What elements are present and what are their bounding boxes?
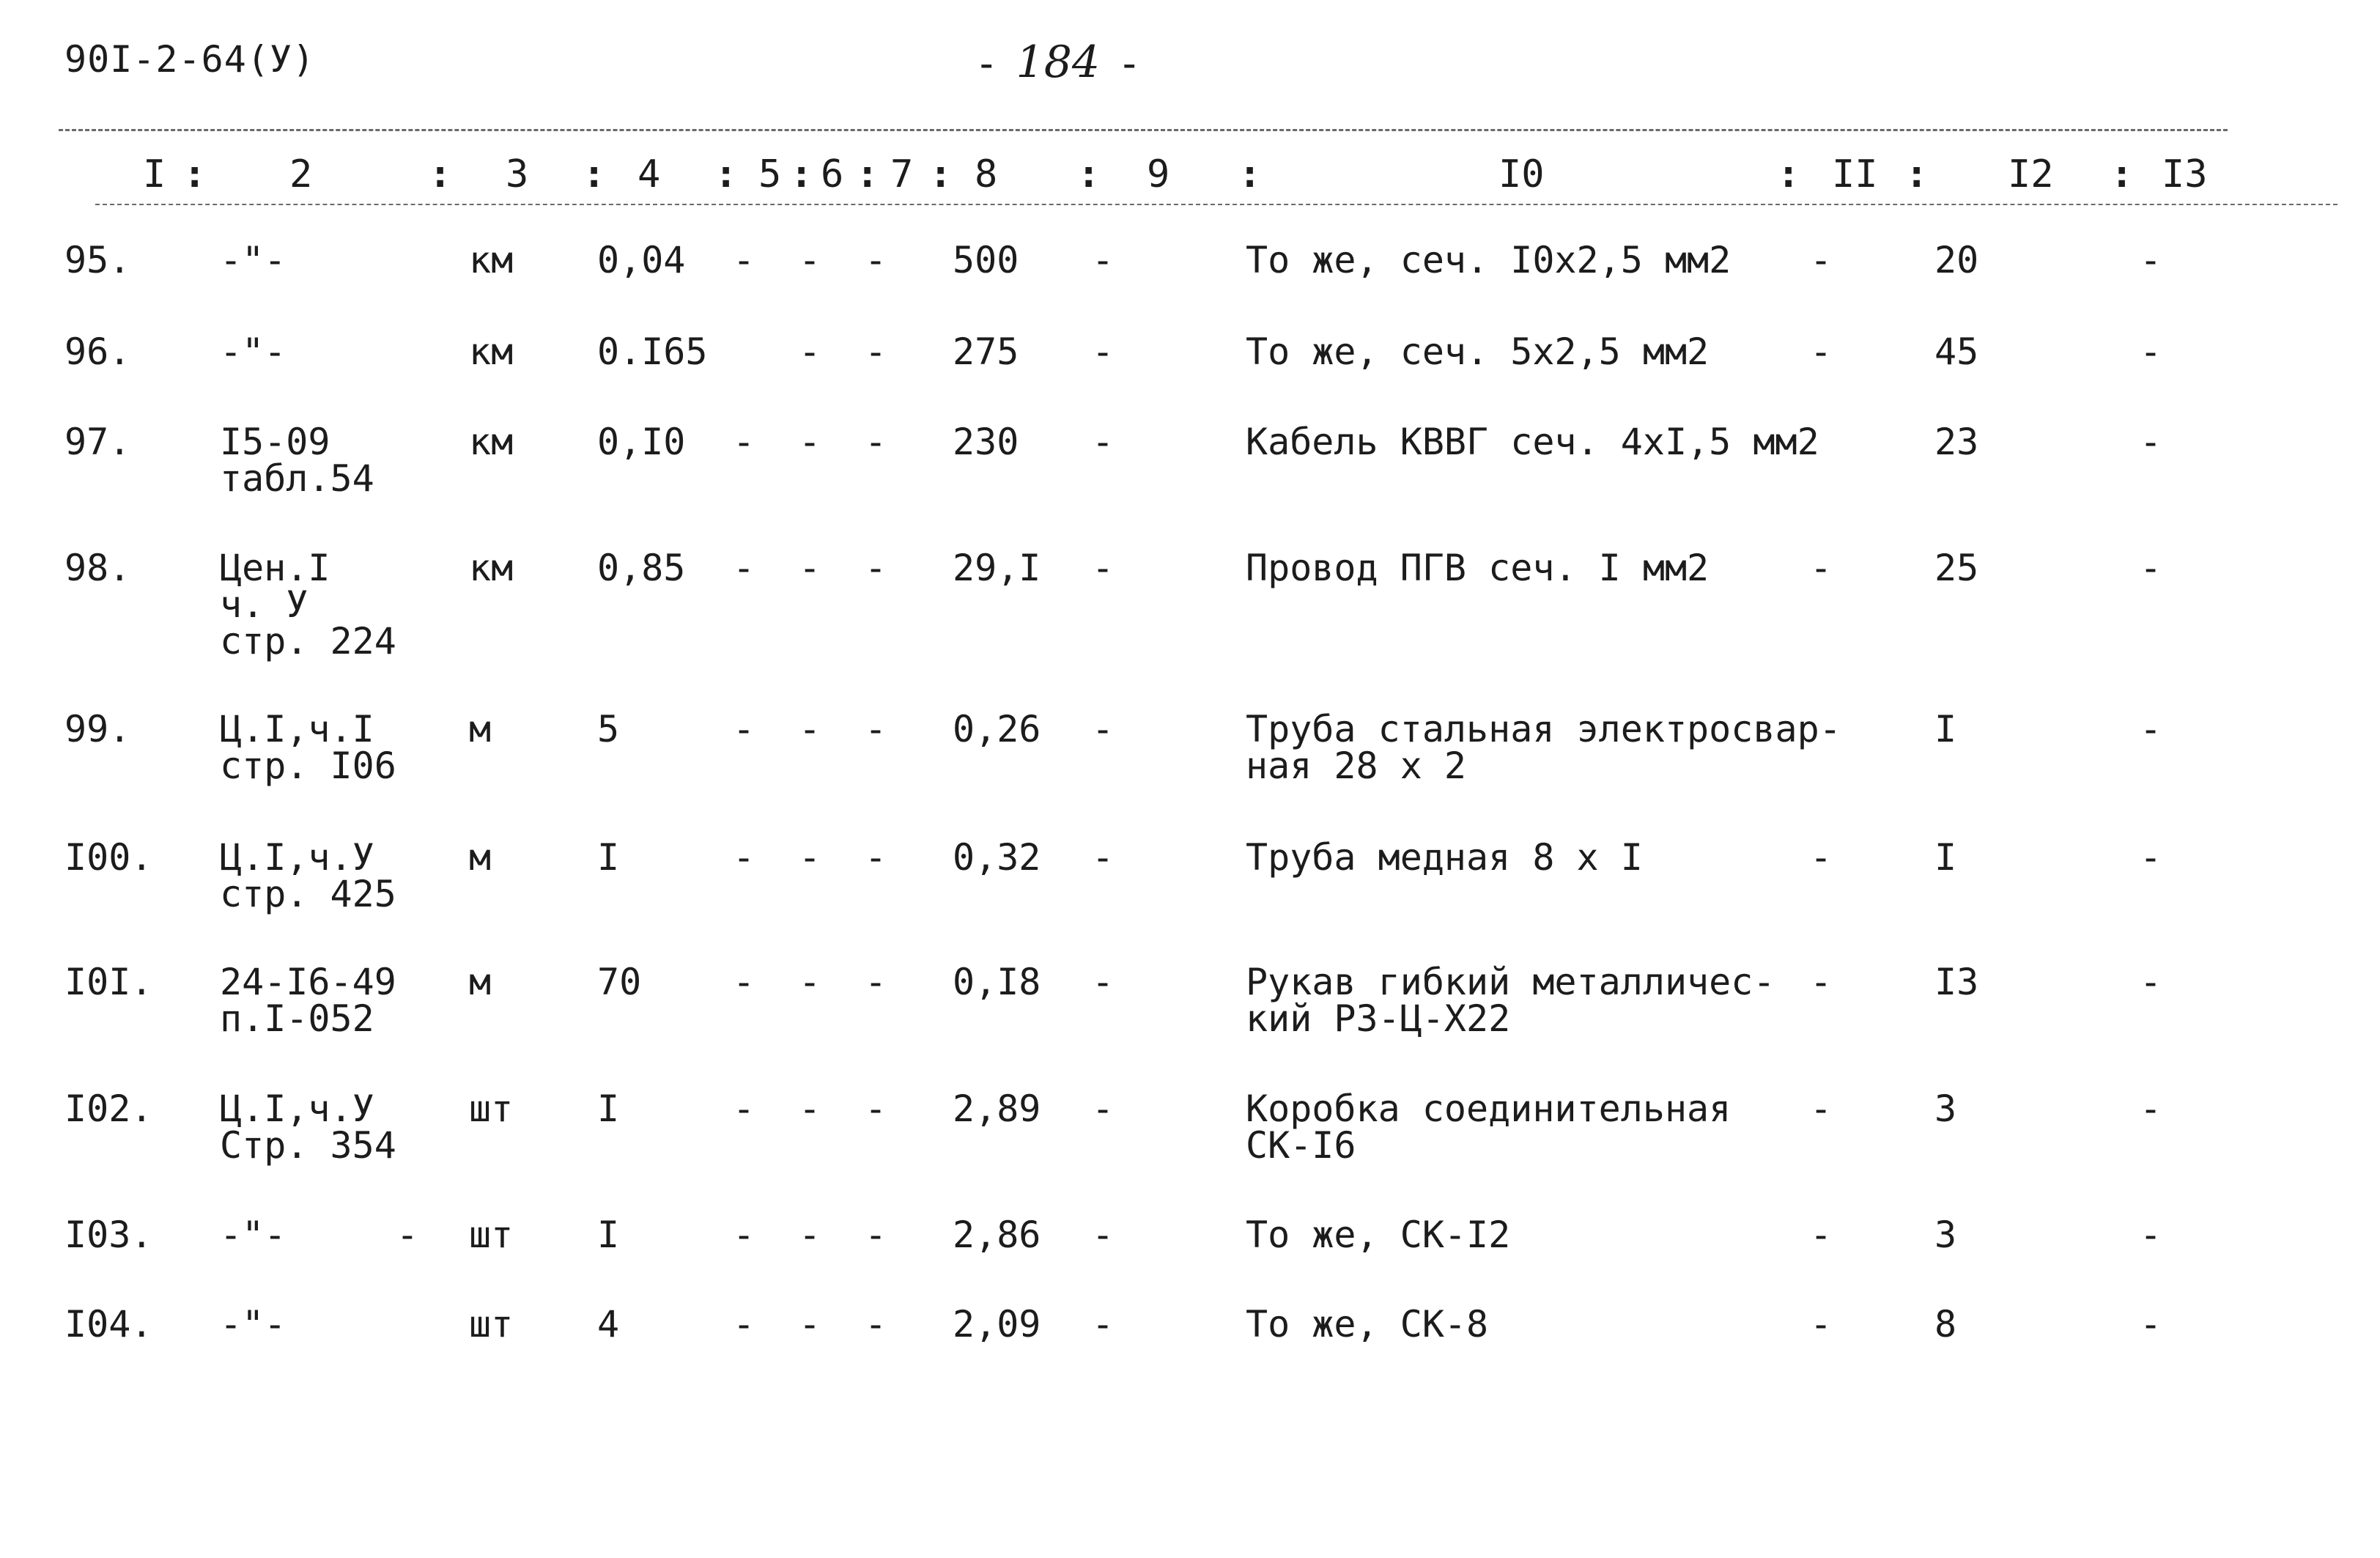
cell-c5: -	[733, 239, 755, 281]
cell-c5: -	[733, 421, 755, 463]
cell-c5: -	[733, 836, 755, 879]
cell-c12: 3	[1934, 1214, 1957, 1256]
cell-c8: 275	[953, 331, 1019, 373]
cell-c6: -	[799, 1088, 821, 1130]
cell-qty: 5	[597, 708, 620, 750]
cell-n: I03.	[64, 1214, 153, 1256]
cell-qty: 70	[597, 961, 642, 1003]
column-header-3: 3	[506, 152, 529, 196]
column-separator: :	[1905, 152, 1929, 196]
header-divider	[95, 204, 2338, 205]
column-header-10: I0	[1498, 152, 1545, 196]
cell-c5: -	[733, 1088, 755, 1130]
cell-ref: -"-	[220, 239, 287, 281]
cell-qty: I	[597, 836, 620, 879]
cell-qty: 4	[597, 1303, 620, 1345]
cell-c9: -	[1092, 547, 1115, 589]
cell-c13: -	[2140, 1214, 2162, 1256]
cell-n: I0I.	[64, 961, 153, 1003]
cell-ref: I5-09 табл.54	[220, 421, 374, 500]
column-separator: :	[790, 152, 813, 196]
cell-c7: -	[865, 331, 887, 373]
document-code: 90I-2-64(У)	[64, 38, 316, 81]
column-separator: :	[1077, 152, 1101, 196]
cell-c11: -	[1810, 836, 1833, 879]
cell-desc: Кабель КВВГ сеч. 4хI,5 мм2	[1246, 421, 1819, 463]
cell-desc: Рукав гибкий металличес- кий РЗ-Ц-Х22	[1246, 961, 1775, 1040]
cell-desc: Коробка соединительная СК-I6	[1246, 1088, 1732, 1167]
column-separator: :	[856, 152, 879, 196]
cell-desc: То же, СК-8	[1246, 1303, 1489, 1345]
cell-desc: То же, сеч. 5х2,5 мм2	[1246, 331, 1710, 373]
cell-c11: -	[1810, 239, 1833, 281]
cell-c7: -	[865, 1303, 887, 1345]
cell-c12: 20	[1934, 239, 1979, 281]
column-header-4: 4	[638, 152, 661, 196]
cell-c9: -	[1092, 421, 1115, 463]
cell-c8: 500	[953, 239, 1019, 281]
cell-c6: -	[799, 331, 821, 373]
cell-unit: шт	[469, 1214, 514, 1256]
cell-c9: -	[1092, 961, 1115, 1003]
cell-c7: -	[865, 1088, 887, 1130]
page-dash-right: -	[1117, 40, 1142, 86]
cell-c12: 25	[1934, 547, 1979, 589]
cell-ref: Цен.I ч. У стр. 224	[220, 547, 396, 662]
cell-n: 98.	[64, 547, 131, 589]
cell-c12: 8	[1934, 1303, 1957, 1345]
cell-c12: 23	[1934, 421, 1979, 463]
cell-qty: I	[597, 1214, 620, 1256]
cell-ref: -"- -	[220, 1214, 418, 1256]
cell-c5: -	[733, 961, 755, 1003]
column-header-7: 7	[890, 152, 914, 196]
cell-n: I04.	[64, 1303, 153, 1345]
cell-ref: 24-I6-49 п.I-052	[220, 961, 396, 1040]
cell-n: I00.	[64, 836, 153, 879]
cell-c8: 0,I8	[953, 961, 1041, 1003]
cell-qty: 0,04	[597, 239, 686, 281]
cell-c13: -	[2140, 961, 2162, 1003]
cell-unit: м	[469, 836, 492, 879]
cell-c11: -	[1810, 961, 1833, 1003]
cell-c13: -	[2140, 331, 2162, 373]
cell-ref: Ц.I,ч.I стр. I06	[220, 708, 396, 787]
cell-n: I02.	[64, 1088, 153, 1130]
cell-n: 97.	[64, 421, 131, 463]
cell-c7: -	[865, 836, 887, 879]
cell-c9: -	[1092, 836, 1115, 879]
cell-unit: м	[469, 708, 492, 750]
cell-c5: -	[733, 1303, 755, 1345]
cell-qty: 0.I65	[597, 331, 708, 373]
cell-c13: -	[2140, 239, 2162, 281]
cell-c11: -	[1810, 547, 1833, 589]
cell-c9: -	[1092, 1214, 1115, 1256]
column-header-12: I2	[2008, 152, 2054, 196]
cell-ref: -"-	[220, 331, 287, 373]
cell-c13: -	[2140, 547, 2162, 589]
cell-c6: -	[799, 836, 821, 879]
cell-unit: шт	[469, 1088, 514, 1130]
page-number	[975, 37, 1142, 88]
cell-c5: -	[733, 547, 755, 589]
cell-c8: 2,89	[953, 1088, 1041, 1130]
column-header-6: 6	[821, 152, 844, 196]
page-dash-left: -	[975, 40, 999, 86]
column-header-9: 9	[1147, 152, 1170, 196]
cell-desc: Провод ПГВ сеч. I мм2	[1246, 547, 1710, 589]
column-separator: :	[183, 152, 207, 196]
page-number-value: 184	[1016, 37, 1101, 88]
cell-c7: -	[865, 239, 887, 281]
cell-c8: 2,86	[953, 1214, 1041, 1256]
cell-c11: -	[1810, 1088, 1833, 1130]
cell-unit: км	[469, 547, 514, 589]
cell-c12: 45	[1934, 331, 1979, 373]
cell-c8: 0,26	[953, 708, 1041, 750]
column-separator: :	[2110, 152, 2134, 196]
cell-c6: -	[799, 1303, 821, 1345]
cell-c13: -	[2140, 421, 2162, 463]
column-separator: :	[1777, 152, 1800, 196]
cell-unit: км	[469, 239, 514, 281]
cell-c8: 230	[953, 421, 1019, 463]
cell-c12: I3	[1934, 961, 1979, 1003]
cell-c9: -	[1092, 239, 1115, 281]
cell-c6: -	[799, 708, 821, 750]
cell-c12: I	[1934, 836, 1957, 879]
cell-c7: -	[865, 961, 887, 1003]
column-header-2: 2	[289, 152, 313, 196]
cell-c9: -	[1092, 1088, 1115, 1130]
column-separator: :	[583, 152, 606, 196]
cell-c11: -	[1810, 1214, 1833, 1256]
cell-c13: -	[2140, 1303, 2162, 1345]
column-separator: :	[929, 152, 953, 196]
cell-unit: шт	[469, 1303, 514, 1345]
cell-c13: -	[2140, 836, 2162, 879]
cell-c13: -	[2140, 1088, 2162, 1130]
column-separator: :	[1238, 152, 1262, 196]
column-header-1: I	[143, 152, 166, 196]
cell-n: 95.	[64, 239, 131, 281]
cell-ref: Ц.I,ч.У стр. 425	[220, 836, 396, 915]
cell-c8: 2,09	[953, 1303, 1041, 1345]
top-divider	[59, 129, 2228, 131]
column-separator: :	[429, 152, 452, 196]
cell-c12: I	[1934, 708, 1957, 750]
cell-desc: То же, СК-I2	[1246, 1214, 1511, 1256]
cell-desc: Труба медная 8 х I	[1246, 836, 1643, 879]
column-separator: :	[714, 152, 738, 196]
cell-c7: -	[865, 1214, 887, 1256]
cell-c11: -	[1810, 331, 1833, 373]
cell-c6: -	[799, 239, 821, 281]
cell-c7: -	[865, 708, 887, 750]
cell-c5: -	[733, 1214, 755, 1256]
cell-qty: 0,85	[597, 547, 686, 589]
cell-n: 99.	[64, 708, 131, 750]
cell-c7: -	[865, 547, 887, 589]
cell-n: 96.	[64, 331, 131, 373]
cell-desc: То же, сеч. I0х2,5 мм2	[1246, 239, 1732, 281]
cell-c9: -	[1092, 1303, 1115, 1345]
cell-ref: -"-	[220, 1303, 287, 1345]
cell-qty: 0,I0	[597, 421, 686, 463]
column-header-8: 8	[975, 152, 998, 196]
cell-c6: -	[799, 961, 821, 1003]
cell-c5: -	[733, 708, 755, 750]
column-header-11: II	[1832, 152, 1878, 196]
cell-c13: -	[2140, 708, 2162, 750]
cell-c9: -	[1092, 708, 1115, 750]
cell-desc: Труба стальная электросвар- ная 28 х 2	[1246, 708, 1841, 787]
cell-c6: -	[799, 421, 821, 463]
cell-ref: Ц.I,ч.У Стр. 354	[220, 1088, 396, 1167]
cell-c6: -	[799, 547, 821, 589]
column-header-5: 5	[758, 152, 782, 196]
cell-c8: 0,32	[953, 836, 1041, 879]
cell-unit: м	[469, 961, 492, 1003]
cell-c7: -	[865, 421, 887, 463]
cell-qty: I	[597, 1088, 620, 1130]
column-header-13: I3	[2162, 152, 2208, 196]
cell-c12: 3	[1934, 1088, 1957, 1130]
cell-c11: -	[1810, 1303, 1833, 1345]
cell-unit: км	[469, 421, 514, 463]
cell-unit: км	[469, 331, 514, 373]
cell-c8: 29,I	[953, 547, 1041, 589]
cell-c6: -	[799, 1214, 821, 1256]
cell-c9: -	[1092, 331, 1115, 373]
